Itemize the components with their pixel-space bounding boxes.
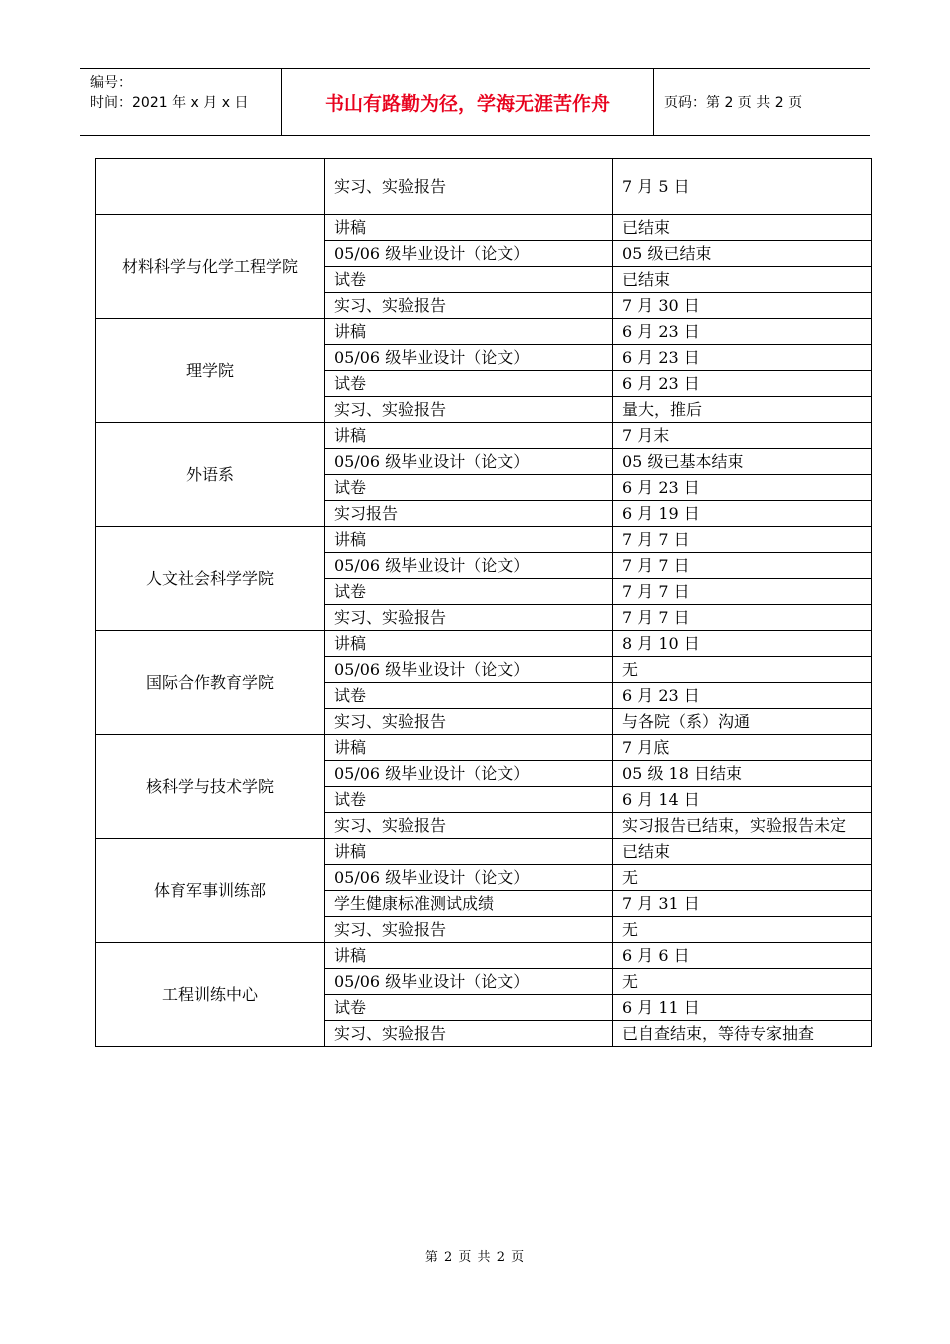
status-cell: 7 月 5 日	[613, 159, 872, 215]
status-cell: 6 月 6 日	[613, 943, 872, 969]
status-cell: 7 月底	[613, 735, 872, 761]
dept-cell: 核科学与技术学院	[96, 735, 325, 839]
status-cell: 实习报告已结束，实验报告未定	[613, 813, 872, 839]
item-cell: 05/06 级毕业设计（论文）	[325, 345, 613, 371]
dept-cell: 国际合作教育学院	[96, 631, 325, 735]
table-row	[96, 215, 872, 241]
item-cell: 讲稿	[325, 943, 613, 969]
status-cell: 6 月 11 日	[613, 995, 872, 1021]
status-cell: 6 月 23 日	[613, 345, 872, 371]
item-cell: 实习、实验报告	[325, 1021, 613, 1047]
status-cell: 7 月 7 日	[613, 527, 872, 553]
item-cell: 实习、实验报告	[325, 917, 613, 943]
status-cell: 7 月 7 日	[613, 605, 872, 631]
table-row	[96, 735, 872, 761]
status-cell: 7 月 7 日	[613, 553, 872, 579]
item-cell: 05/06 级毕业设计（论文）	[325, 761, 613, 787]
header-page-info: 页码：第 2 页 共 2 页	[664, 95, 803, 111]
status-cell: 已结束	[613, 215, 872, 241]
item-cell: 讲稿	[325, 735, 613, 761]
status-cell: 已自查结束，等待专家抽查	[613, 1021, 872, 1047]
status-cell: 6 月 23 日	[613, 371, 872, 397]
dept-cell-empty	[96, 159, 325, 215]
item-cell: 实习报告	[325, 501, 613, 527]
status-cell: 无	[613, 865, 872, 891]
item-cell: 05/06 级毕业设计（论文）	[325, 969, 613, 995]
status-cell: 7 月 31 日	[613, 891, 872, 917]
item-cell: 讲稿	[325, 527, 613, 553]
item-cell: 实习、实验报告	[325, 293, 613, 319]
item-cell: 实习、实验报告	[325, 813, 613, 839]
item-cell: 讲稿	[325, 839, 613, 865]
item-cell: 试卷	[325, 787, 613, 813]
status-cell: 7 月 30 日	[613, 293, 872, 319]
document-date: 时间：2021 年 x 月 x 日	[90, 95, 249, 111]
item-cell: 试卷	[325, 371, 613, 397]
table-row	[96, 423, 872, 449]
status-cell: 已结束	[613, 839, 872, 865]
item-cell: 05/06 级毕业设计（论文）	[325, 657, 613, 683]
status-cell: 7 月 7 日	[613, 579, 872, 605]
item-cell: 学生健康标准测试成绩	[325, 891, 613, 917]
item-cell: 试卷	[325, 579, 613, 605]
item-cell: 05/06 级毕业设计（论文）	[325, 241, 613, 267]
item-cell: 实习、实验报告	[325, 397, 613, 423]
item-cell: 试卷	[325, 475, 613, 501]
dept-cell: 外语系	[96, 423, 325, 527]
dept-cell: 体育军事训练部	[96, 839, 325, 943]
header-motto: 书山有路勤为径，学海无涯苦作舟	[282, 69, 654, 135]
page-footer: 第 2 页 共 2 页	[424, 1250, 526, 1265]
item-cell: 讲稿	[325, 319, 613, 345]
item-cell: 试卷	[325, 683, 613, 709]
progress-table	[95, 158, 872, 1047]
document-number-label: 编号：	[90, 75, 132, 91]
item-cell: 实习、实验报告	[325, 605, 613, 631]
item-cell: 05/06 级毕业设计（论文）	[325, 553, 613, 579]
page-header	[80, 68, 870, 136]
status-cell: 8 月 10 日	[613, 631, 872, 657]
table-row	[96, 319, 872, 345]
item-cell: 试卷	[325, 995, 613, 1021]
table-row	[96, 839, 872, 865]
status-cell: 与各院（系）沟通	[613, 709, 872, 735]
status-cell: 05 级已结束	[613, 241, 872, 267]
dept-cell: 人文社会科学学院	[96, 527, 325, 631]
status-cell: 05 级 18 日结束	[613, 761, 872, 787]
table-row	[96, 527, 872, 553]
status-cell: 7 月末	[613, 423, 872, 449]
table-row	[96, 159, 872, 215]
status-cell: 无	[613, 917, 872, 943]
table-row	[96, 631, 872, 657]
table-body	[96, 159, 872, 1047]
dept-cell: 理学院	[96, 319, 325, 423]
status-cell: 6 月 23 日	[613, 475, 872, 501]
dept-cell: 工程训练中心	[96, 943, 325, 1047]
status-cell: 无	[613, 969, 872, 995]
status-cell: 已结束	[613, 267, 872, 293]
item-cell: 讲稿	[325, 631, 613, 657]
status-cell: 05 级已基本结束	[613, 449, 872, 475]
status-cell: 6 月 14 日	[613, 787, 872, 813]
header-meta	[80, 69, 282, 135]
item-cell: 实习、实验报告	[325, 709, 613, 735]
item-cell: 实习、实验报告	[325, 159, 613, 215]
table-row	[96, 943, 872, 969]
status-cell: 无	[613, 657, 872, 683]
status-cell: 6 月 23 日	[613, 319, 872, 345]
item-cell: 试卷	[325, 267, 613, 293]
item-cell: 05/06 级毕业设计（论文）	[325, 865, 613, 891]
status-cell: 6 月 23 日	[613, 683, 872, 709]
item-cell: 讲稿	[325, 423, 613, 449]
item-cell: 讲稿	[325, 215, 613, 241]
item-cell: 05/06 级毕业设计（论文）	[325, 449, 613, 475]
status-cell: 6 月 19 日	[613, 501, 872, 527]
status-cell: 量大，推后	[613, 397, 872, 423]
dept-cell: 材料科学与化学工程学院	[96, 215, 325, 319]
